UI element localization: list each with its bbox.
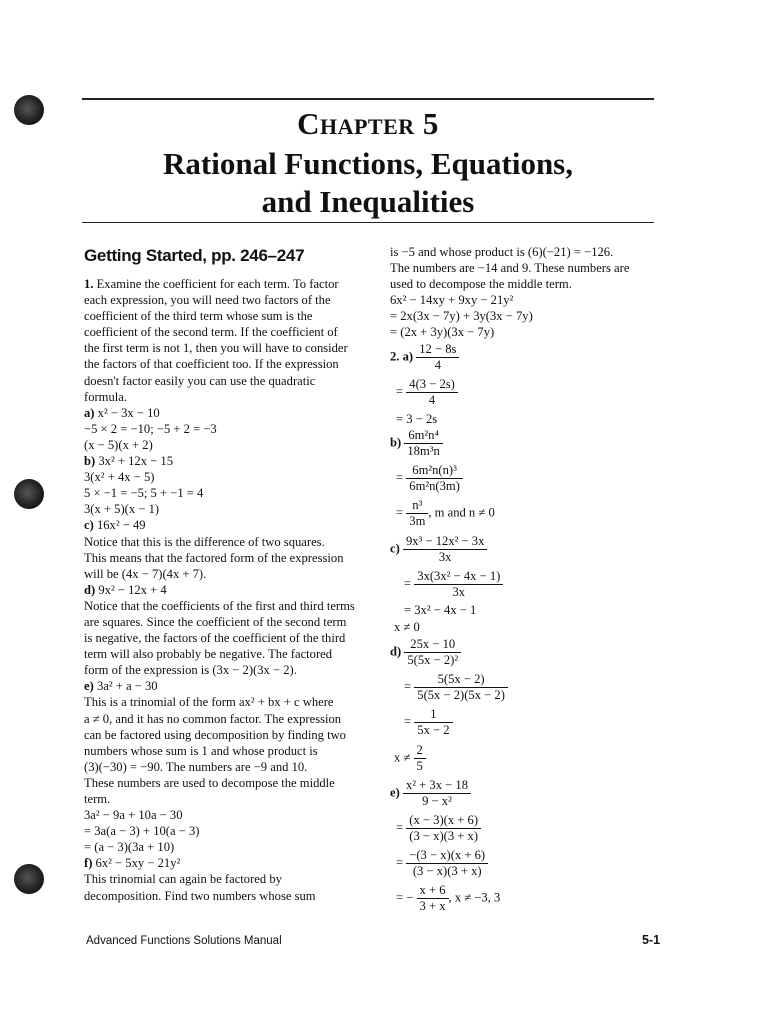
left-column-line: decomposition. Find two numbers whose sum: [84, 888, 316, 903]
q2a-step1: [390, 342, 459, 373]
fraction-numerator: 12 − 8s: [416, 342, 459, 358]
q2c-restriction: x ≠ 0: [394, 620, 420, 634]
left-column-line: = 3a(a − 3) + 10(a − 3): [84, 824, 200, 839]
fraction-denominator: 3x: [438, 550, 452, 564]
fraction-numerator: −(3 − x)(x + 6): [406, 848, 488, 864]
q2b-step3: [396, 498, 495, 529]
q2e-step1: [390, 778, 471, 809]
left-column-line: This trinomial can again be factored by: [84, 872, 282, 887]
fraction-denominator: 18m³n: [407, 444, 440, 458]
binder-hole-top: [14, 95, 44, 125]
fraction-numerator: 6m²n(n)³: [406, 463, 463, 479]
question-label: c): [84, 518, 94, 533]
left-column: [84, 276, 384, 904]
equals-sign: =: [396, 855, 404, 870]
q2b-step2: [396, 463, 463, 494]
restriction-prefix: x ≠: [394, 750, 411, 765]
left-column-line: term.: [84, 792, 111, 806]
left-column-line: is negative, the factors of the coefficient of the third: [84, 631, 346, 646]
binder-hole-bottom: [14, 864, 44, 894]
fraction-denominator: 4: [434, 358, 441, 372]
left-column-line: = (a − 3)(3a + 10): [84, 840, 175, 855]
left-column-line: This is a trinomial of the form ax² + bx + c where: [84, 695, 334, 710]
right-column-line: is −5 and whose product is (6)(−21) = −126.: [390, 245, 614, 259]
chapter-title-line2: and Inequalities: [261, 184, 475, 219]
left-column-line: a ≠ 0, and it has no common factor. The expression: [84, 711, 342, 726]
fraction-numerator: 25x − 10: [404, 637, 461, 653]
fraction-numerator: 1: [414, 707, 452, 723]
fraction-denominator: 5(5x − 2)²: [407, 653, 459, 667]
fraction-denominator: 5x − 2: [417, 723, 450, 737]
left-column-line: the first term is not 1, then you will have to consider: [84, 341, 348, 356]
fraction-denominator: (3 − x)(3 + x): [409, 829, 479, 843]
question-label: f): [84, 856, 93, 871]
equals-sign: =: [396, 820, 404, 835]
footer-book-title: Advanced Functions Solutions Manual: [86, 935, 282, 947]
left-column-line: term will also probably be negative. The factored: [84, 647, 333, 662]
equals-sign: =: [396, 505, 404, 520]
chapter-label: Chapter 5: [297, 106, 439, 141]
section-heading: Getting Started, pp. 246–247: [84, 246, 305, 265]
left-column-line: formula.: [84, 389, 128, 404]
question-label: a): [84, 405, 95, 420]
left-column-line: Notice that the coefficients of the first and third terms: [84, 598, 355, 613]
q2a-step2: [396, 377, 458, 408]
q2e-label: e): [390, 785, 400, 800]
equals-sign: =: [404, 714, 412, 729]
left-column-line: 3(x + 5)(x − 1): [84, 502, 160, 517]
fraction-numerator: 5(5x − 2): [414, 672, 508, 688]
left-column-line: a) x² − 3x − 10: [84, 405, 160, 420]
left-column-line: numbers whose sum is 1 and whose product is: [84, 743, 318, 758]
left-column-line: Notice that this is the difference of two squares.: [84, 534, 325, 549]
left-column-line: This means that the factored form of the expression: [84, 550, 344, 565]
restriction-text: , m and n ≠ 0: [428, 505, 495, 520]
left-column-line: coefficient of the third term whose sum is the: [84, 309, 313, 324]
fraction-denominator: 3 + x: [419, 899, 446, 913]
fraction-numerator: 2: [414, 743, 426, 759]
left-column-line: doesn't factor easily you can use the quadratic: [84, 373, 316, 388]
q2c-step1: [390, 534, 487, 565]
q2d-step1: [390, 637, 461, 668]
right-column-line: 6x² − 14xy + 9xy − 21y²: [390, 293, 514, 308]
fraction-denominator: 6m²n(3m): [409, 479, 460, 493]
question-label: 1.: [84, 277, 94, 291]
left-column-line: (3)(−30) = −90. The numbers are −9 and 10.: [84, 759, 308, 774]
chapter-title-line1: Rational Functions, Equations,: [163, 146, 573, 181]
fraction-numerator: x² + 3x − 18: [403, 778, 471, 794]
fraction-numerator: 3x(3x² − 4x − 1): [414, 569, 503, 585]
q2e-step4: [396, 883, 500, 914]
fraction-numerator: 9x³ − 12x² − 3x: [403, 534, 487, 550]
left-column-line: coefficient of the second term. If the coefficient of: [84, 325, 338, 340]
fraction-denominator: 5: [416, 759, 423, 773]
right-column-line: The numbers are −14 and 9. These numbers are: [390, 261, 630, 276]
q2b-step1: [390, 428, 443, 459]
left-column-line: d) 9x² − 12x + 4: [84, 582, 167, 597]
bottom-rule: [82, 222, 654, 223]
equals-sign: =: [396, 470, 404, 485]
right-column-line: = 2x(3x − 7y) + 3y(3x − 7y): [390, 309, 533, 324]
left-column-line: f) 6x² − 5xy − 21y²: [84, 856, 181, 871]
fraction-denominator: 3x: [452, 585, 466, 599]
left-column-line: 5 × −1 = −5; 5 + −1 = 4: [84, 486, 204, 501]
q2e-step2: [396, 813, 481, 844]
q2c-label: c): [390, 541, 400, 556]
equals-sign: =: [404, 679, 412, 694]
binder-hole-middle: [14, 479, 44, 509]
q2b-label: b): [390, 435, 402, 450]
question-label: d): [84, 582, 96, 597]
left-column-line: (x − 5)(x + 2): [84, 437, 153, 452]
left-column-line: 3a² − 9a + 10a − 30: [84, 808, 183, 823]
question-label: b): [84, 454, 96, 469]
left-column-line: e) 3a² + a − 30: [84, 679, 158, 694]
fraction-denominator: (3 − x)(3 + x): [412, 864, 482, 878]
left-column-line: 1. Examine the coefficient for each term. To factor: [84, 277, 339, 291]
left-column-line: the factors of that coefficient too. If the expression: [84, 357, 339, 372]
left-column-line: c) 16x² − 49: [84, 518, 146, 533]
q2d-restriction: [394, 743, 426, 774]
left-column-line: 3(x² + 4x − 5): [84, 470, 155, 485]
fraction-numerator: (x − 3)(x + 6): [406, 813, 481, 829]
equals-sign: =: [404, 576, 412, 591]
fraction-denominator: 5(5x − 2)(5x − 2): [417, 688, 505, 702]
q2d-step3: [404, 707, 453, 738]
equals-sign: =: [396, 384, 404, 399]
q2a-step3: = 3 − 2s: [396, 412, 438, 426]
left-column-line: will be (4x − 7)(4x + 7).: [84, 566, 207, 581]
equals-minus: = −: [396, 890, 414, 905]
left-column-line: form of the expression is (3x − 2)(3x − 2).: [84, 663, 297, 678]
fraction-numerator: 6m²n⁴: [404, 428, 442, 444]
footer-page-number: 5-1: [642, 933, 661, 947]
left-column-line: These numbers are used to decompose the middle: [84, 775, 335, 790]
question-label: e): [84, 679, 94, 694]
fraction-numerator: x + 6: [417, 883, 449, 899]
q2e-step3: [396, 848, 488, 879]
q2c-step3: = 3x² − 4x − 1: [404, 603, 477, 617]
q2d-label: d): [390, 644, 402, 659]
fraction-denominator: 4: [428, 393, 436, 407]
q2a-label: 2. a): [390, 349, 414, 364]
fraction-denominator: 9 − x²: [422, 794, 452, 808]
q2c-step2: [404, 569, 503, 600]
fraction-denominator: 3m: [409, 514, 426, 528]
right-column-line: used to decompose the middle term.: [390, 277, 572, 292]
restriction-text: , x ≠ −3, 3: [448, 890, 501, 905]
fraction-numerator: n³: [406, 498, 428, 514]
right-column-text: [390, 244, 680, 341]
right-column-line: = (2x + 3y)(3x − 7y): [390, 325, 495, 340]
left-column-line: each expression, you will need two factors of the: [84, 293, 331, 308]
fraction-numerator: 4(3 − 2s): [406, 377, 458, 393]
left-column-line: −5 × 2 = −10; −5 + 2 = −3: [84, 421, 217, 436]
left-column-line: b) 3x² + 12x − 15: [84, 454, 174, 469]
left-column-line: can be factored using decomposition by finding two: [84, 727, 346, 742]
left-column-line: are squares. Since the coefficient of the second term: [84, 614, 347, 629]
q2d-step2: [404, 672, 508, 703]
top-rule: [82, 98, 654, 100]
